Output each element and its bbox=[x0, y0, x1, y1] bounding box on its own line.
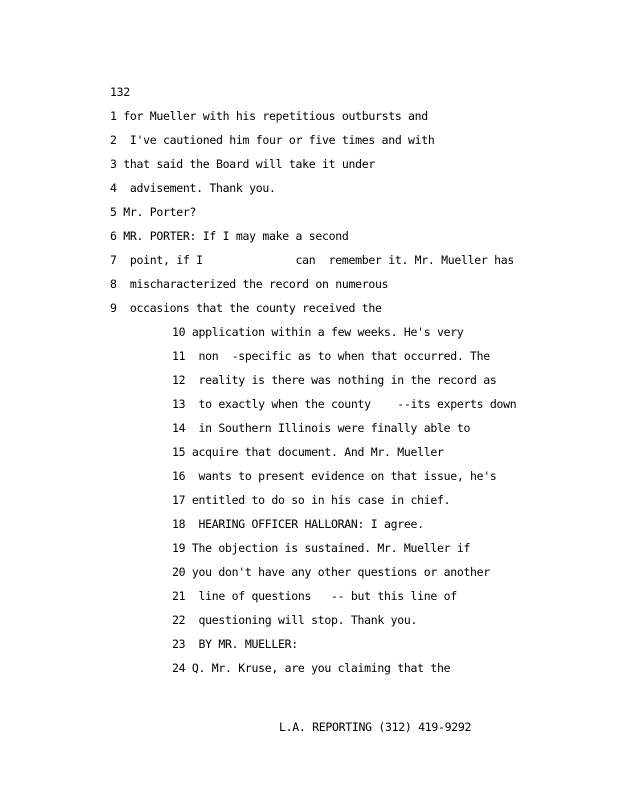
transcript-line-5: 5 Mr. Porter? bbox=[110, 205, 197, 219]
transcript-line-18: 18 HEARING OFFICER HALLORAN: I agree. bbox=[172, 517, 424, 531]
transcript-line-7: 7 point, if I can remember it. Mr. Mueller has bbox=[110, 253, 515, 267]
transcript-line-12: 12 reality is there was nothing in the record as bbox=[172, 373, 497, 387]
transcript-line-3: 3 that said the Board will take it under bbox=[110, 157, 375, 171]
transcript-line-22: 22 questioning will stop. Thank you. bbox=[172, 613, 418, 627]
transcript-line-19: 19 The objection is sustained. Mr. Mueller if bbox=[172, 541, 471, 555]
court-reporter-footer: L.A. REPORTING (312) 419-9292 bbox=[279, 720, 472, 734]
transcript-line-21: 21 line of questions -- but this line of bbox=[172, 589, 457, 603]
transcript-line-1: 1 for Mueller with his repetitious outbursts and bbox=[110, 109, 428, 123]
transcript-line-20: 20 you don't have any other questions or another bbox=[172, 565, 490, 579]
transcript-line-8: 8 mischaracterized the record on numerous bbox=[110, 277, 389, 291]
transcript-line-6: 6 MR. PORTER: If I may make a second bbox=[110, 229, 349, 243]
transcript-line-4: 4 advisement. Thank you. bbox=[110, 181, 276, 195]
transcript-line-16: 16 wants to present evidence on that issue, he's bbox=[172, 469, 497, 483]
page-number: 132 bbox=[110, 85, 130, 99]
transcript-line-14: 14 in Southern Illinois were finally able to bbox=[172, 421, 471, 435]
transcript-line-17: 17 entitled to do so in his case in chief. bbox=[172, 493, 451, 507]
transcript-line-24: 24 Q. Mr. Kruse, are you claiming that the bbox=[172, 661, 451, 675]
transcript-line-2: 2 I've cautioned him four or five times and with bbox=[110, 133, 435, 147]
transcript-line-10: 10 application within a few weeks. He's very bbox=[172, 325, 464, 339]
transcript-line-11: 11 non -specific as to when that occurred. The bbox=[172, 349, 490, 363]
transcript-line-13: 13 to exactly when the county --its experts down bbox=[172, 397, 517, 411]
transcript-line-9: 9 occasions that the county received the bbox=[110, 301, 382, 315]
transcript-line-23: 23 BY MR. MUELLER: bbox=[172, 637, 298, 651]
transcript-line-15: 15 acquire that document. And Mr. Mueller bbox=[172, 445, 444, 459]
